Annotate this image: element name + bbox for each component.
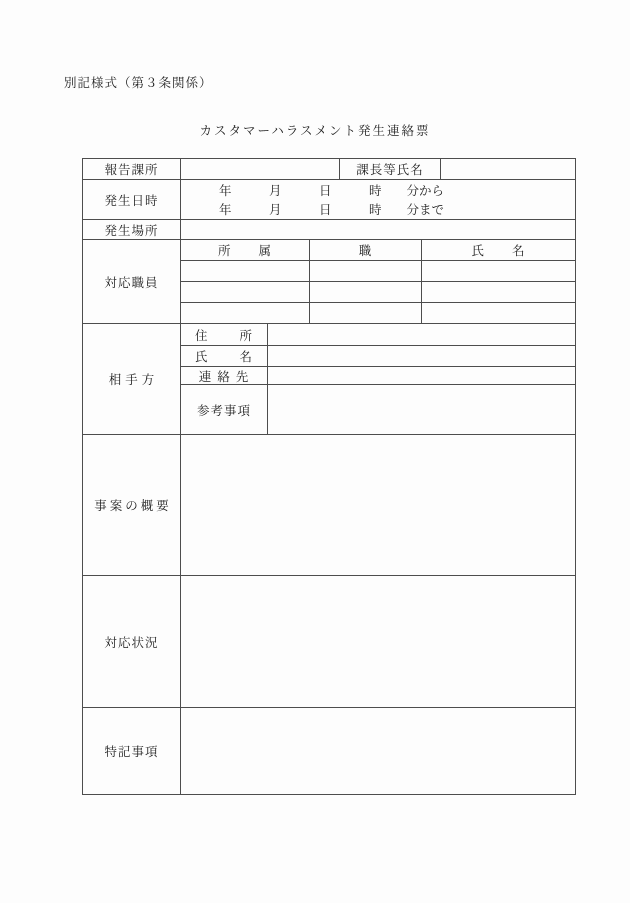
staff-row-1 — [181, 260, 575, 281]
other-party-notes-value — [267, 385, 575, 434]
row-responding-staff — [83, 239, 575, 323]
other-party-address-value — [267, 324, 575, 345]
staff-2-position — [309, 282, 421, 302]
harassment-report-form-table — [82, 158, 576, 795]
staff-header-row — [181, 240, 575, 260]
occurrence-place-value — [180, 220, 575, 239]
datetime-to-line: 年 月 日 時 分まで — [219, 201, 445, 217]
row-report-section — [83, 159, 575, 179]
row-case-summary — [83, 434, 575, 575]
special-notes-label: 特記事項 — [104, 744, 159, 759]
staff-1-affiliation — [181, 261, 309, 281]
staff-1-position — [309, 261, 421, 281]
other-party-contact-value — [267, 367, 575, 384]
case-summary-label: 事案の概要 — [94, 498, 172, 513]
staff-row-3 — [181, 302, 575, 323]
report-section-value — [180, 159, 339, 179]
responding-staff-subtable — [180, 240, 575, 323]
other-party-subtable — [180, 324, 575, 434]
staff-2-name — [421, 282, 575, 302]
staff-1-name — [421, 261, 575, 281]
report-section-label: 報告課所 — [104, 162, 159, 177]
other-party-notes-label: 参考事項 — [196, 402, 251, 418]
staff-col-position: 職 — [309, 240, 421, 260]
row-other-party — [83, 323, 575, 434]
other-party-name-label: 氏 名 — [195, 349, 253, 364]
response-status-value — [180, 576, 575, 707]
other-party-address-label: 住 所 — [195, 327, 253, 343]
staff-col-name: 氏 名 — [421, 240, 575, 260]
manager-name-value — [440, 159, 575, 179]
staff-row-2 — [181, 281, 575, 302]
other-party-label: 相手方 — [108, 372, 159, 387]
other-party-name-value — [267, 346, 575, 366]
manager-name-label: 課長等氏名 — [339, 159, 440, 179]
staff-col-affiliation: 所 属 — [217, 243, 272, 258]
staff-3-affiliation — [181, 303, 309, 323]
other-party-address-row — [181, 324, 575, 345]
form-note: 別記様式（第３条関係） — [64, 75, 213, 90]
row-response-status — [83, 575, 575, 707]
responding-staff-label: 対応職員 — [104, 274, 159, 290]
other-party-contact-label: 連 絡 先 — [198, 368, 250, 384]
case-summary-value — [180, 435, 575, 575]
other-party-name-row — [181, 345, 575, 366]
row-special-notes — [83, 707, 575, 794]
occurrence-datetime-value — [180, 180, 575, 219]
occurrence-place-label: 発生場所 — [104, 222, 159, 238]
staff-3-position — [309, 303, 421, 323]
response-status-label: 対応状況 — [104, 634, 159, 650]
row-occurrence-datetime — [83, 179, 575, 219]
staff-3-name — [421, 303, 575, 323]
special-notes-value — [180, 708, 575, 794]
occurrence-datetime-label: 発生日時 — [104, 192, 159, 208]
staff-2-affiliation — [181, 282, 309, 302]
datetime-from-line: 年 月 日 時 分から — [219, 182, 445, 198]
form-title: カスタマーハラスメント発生連絡票 — [199, 123, 431, 138]
other-party-notes-row — [181, 384, 575, 434]
row-occurrence-place — [83, 219, 575, 239]
other-party-contact-row — [181, 366, 575, 384]
